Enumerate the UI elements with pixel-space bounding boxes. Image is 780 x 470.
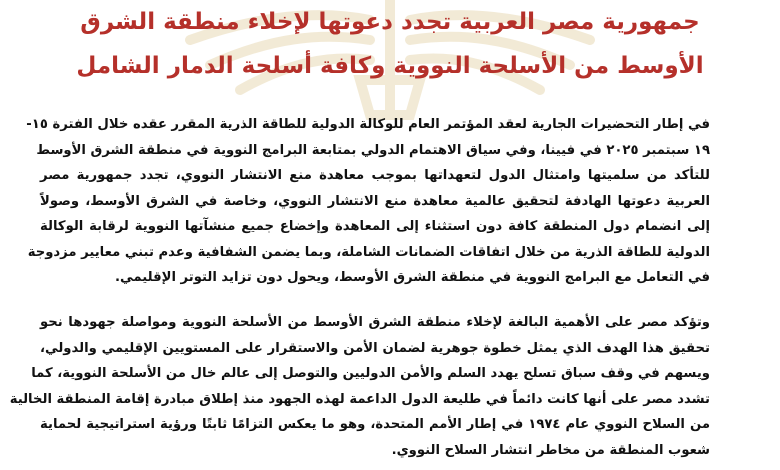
paragraph-line: شعوب المنطقة من مخاطر انتشار السلاح النووي. bbox=[391, 442, 710, 458]
paragraph-line: ويسهم في وقف سباق تسلح يهدد السلم والأمن الدوليين والتوصل إلى عالم خال من الأسلحة النووية، كما bbox=[31, 366, 710, 381]
title-line-1: جمهورية مصر العربية تجدد دعوتها لإخلاء منطقة الشرق bbox=[80, 9, 700, 35]
title-line-2: الأوسط من الأسلحة النووية وكافة أسلحة الدمار الشامل bbox=[76, 53, 704, 79]
paragraph-line: وتؤكد مصر على الأهمية البالغة لإخلاء منطقة الشرق الأوسط من الأسلحة النووية ومواصلة جهودها نحو bbox=[40, 315, 710, 330]
statement-title bbox=[20, 0, 760, 88]
paragraph-line: من السلاح النووي عام ١٩٧٤ في إطار الأمم المتحدة، وهو ما يعكس التزامًا ثابتًا ورؤية استراتيجية لحماية bbox=[40, 417, 710, 432]
paragraph-line: العربية دعوتها الهادفة لتحقيق عالمية معاهدة منع الانتشار النووي، وخاصة في الشرق الأوسط، وصولاً bbox=[40, 193, 710, 209]
paragraph-line: إلى انضمام دول المنطقة كافة دون استثناء إلى المعاهدة وإخضاع جميع منشآتها النووية لرقابة الوكالة bbox=[40, 219, 710, 234]
paragraph-line: الدولية للطاقة الذرية من خلال اتفاقات الضمانات الشاملة، وبما يضمن الشفافية وعدم تبني معايير مزدوجة bbox=[27, 244, 710, 260]
paragraph-2 bbox=[9, 310, 710, 463]
paragraph-line: تشدد مصر على أنها كانت دائماً في طليعة الدول الداعمة لهذه الجهود منذ إطلاق مبادرة إقامة المنطقة الخالية bbox=[9, 391, 710, 407]
paragraph-line: للتأكد من سلميتها وامتثال الدول لتعهداتها بموجب معاهدة منع الانتشار النووي، تجدد جمهورية مصر bbox=[40, 168, 710, 183]
paragraph-line: تحقيق هذا الهدف الذي يمثل خطوة جوهرية لضمان الأمن والاستقرار على المستويين الإقليمي والدولي، bbox=[40, 340, 710, 356]
paragraph-line: في التعامل مع البرامج النووية في منطقة الشرق الأوسط، ويحول دون تزايد التوتر الإقليمي. bbox=[115, 270, 710, 285]
paragraph-1 bbox=[26, 112, 710, 291]
paragraph-line: ١٩ سبتمبر ٢٠٢٥ في فيينا، وفي سياق الاهتمام الدولي بمتابعة البرامج النووية في منطقة الشرق الأوسط bbox=[36, 142, 710, 158]
paragraph-line: في إطار التحضيرات الجارية لعقد المؤتمر العام للوكالة الدولية للطاقة الذرية المقرر عقده خلال الفترة ١٥- bbox=[26, 117, 710, 132]
